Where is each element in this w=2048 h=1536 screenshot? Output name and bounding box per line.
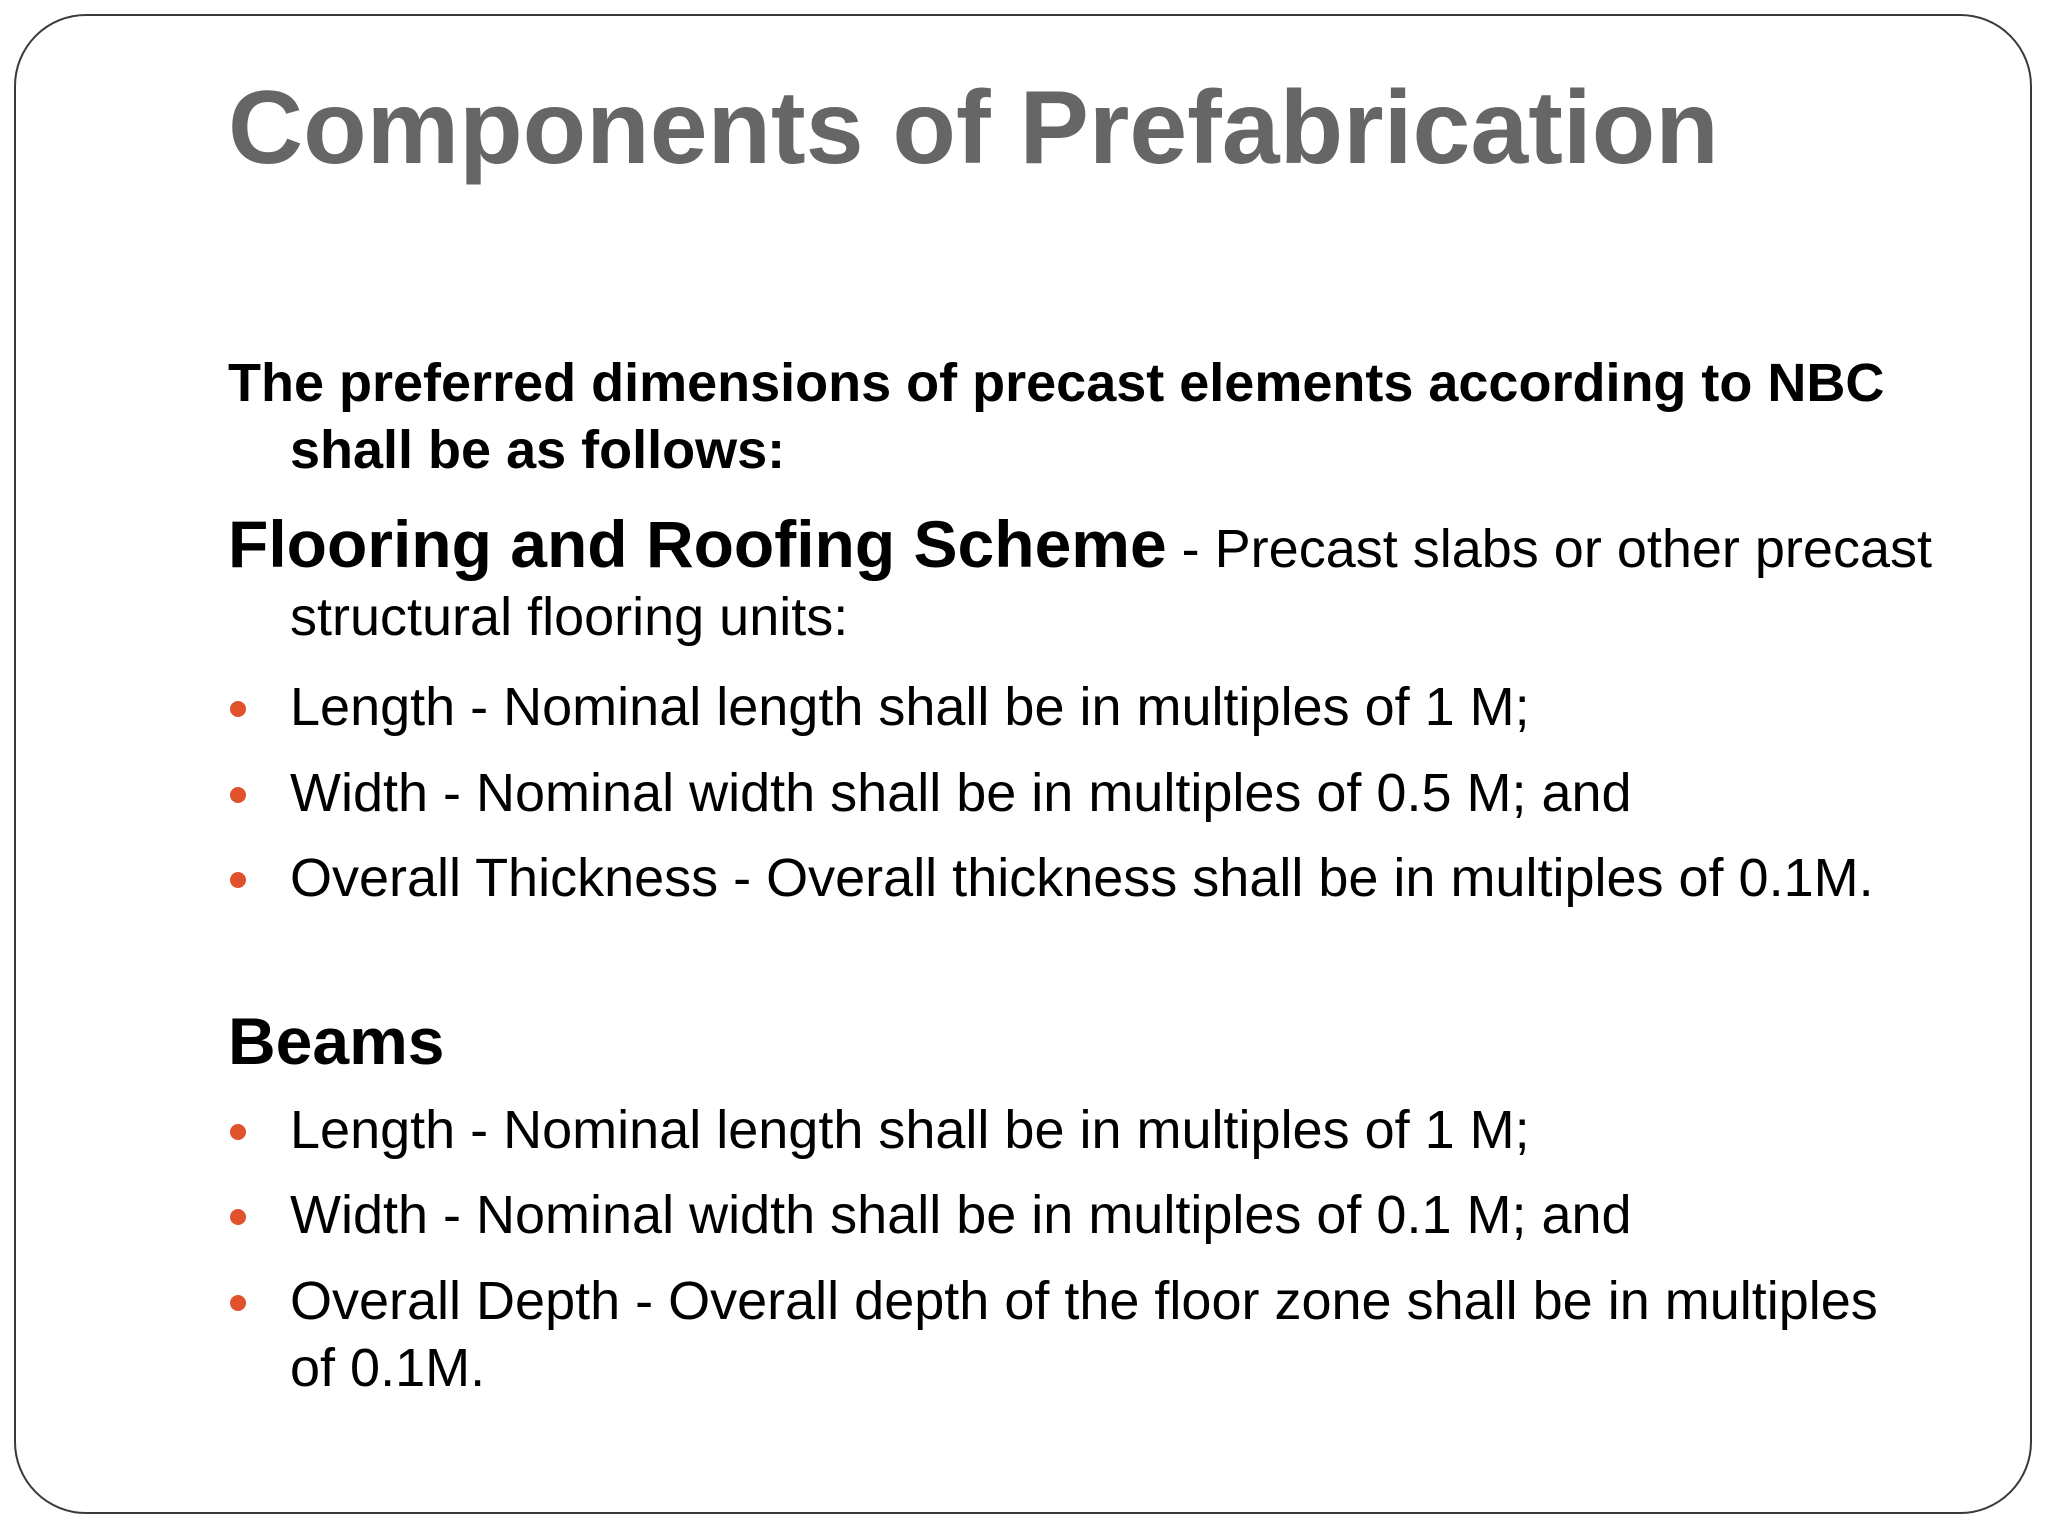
list-item	[228, 674, 1878, 741]
list-item-text: Length - Nominal length shall be in multiples of 1 M;	[290, 677, 1530, 737]
list-item	[228, 1097, 1878, 1164]
intro-paragraph: The preferred dimensions of precast elements according to NBC shall be as follows:	[228, 353, 1885, 480]
flooring-section-header	[228, 507, 1940, 651]
list-item	[228, 1268, 1878, 1402]
slide-title: Components of Prefabrication	[228, 70, 1719, 186]
bullet-dot-icon	[230, 872, 246, 888]
slide-frame	[14, 14, 2032, 1514]
list-item-text: Length - Nominal length shall be in multiples of 1 M;	[290, 1100, 1530, 1160]
list-item-text: Width - Nominal width shall be in multiples of 0.5 M; and	[290, 763, 1632, 823]
list-item	[228, 760, 1878, 827]
bullet-dot-icon	[230, 1209, 246, 1225]
list-item	[228, 1182, 1878, 1249]
flooring-description: - Precast slabs or other precast structural flooring units:	[290, 519, 1932, 647]
bullet-dot-icon	[230, 1295, 246, 1311]
list-item-text: Width - Nominal width shall be in multiples of 0.1 M; and	[290, 1185, 1632, 1245]
bullet-dot-icon	[230, 701, 246, 717]
list-item	[228, 845, 1878, 912]
beams-heading: Beams	[228, 1004, 445, 1078]
flooring-heading: Flooring and Roofing Scheme	[228, 507, 1167, 581]
bullet-dot-icon	[230, 1124, 246, 1140]
list-item-text: Overall Depth - Overall depth of the floor zone shall be in multiples of 0.1M.	[290, 1271, 1878, 1398]
bullet-dot-icon	[230, 787, 246, 803]
list-item-text: Overall Thickness - Overall thickness shall be in multiples of 0.1M.	[290, 848, 1874, 908]
